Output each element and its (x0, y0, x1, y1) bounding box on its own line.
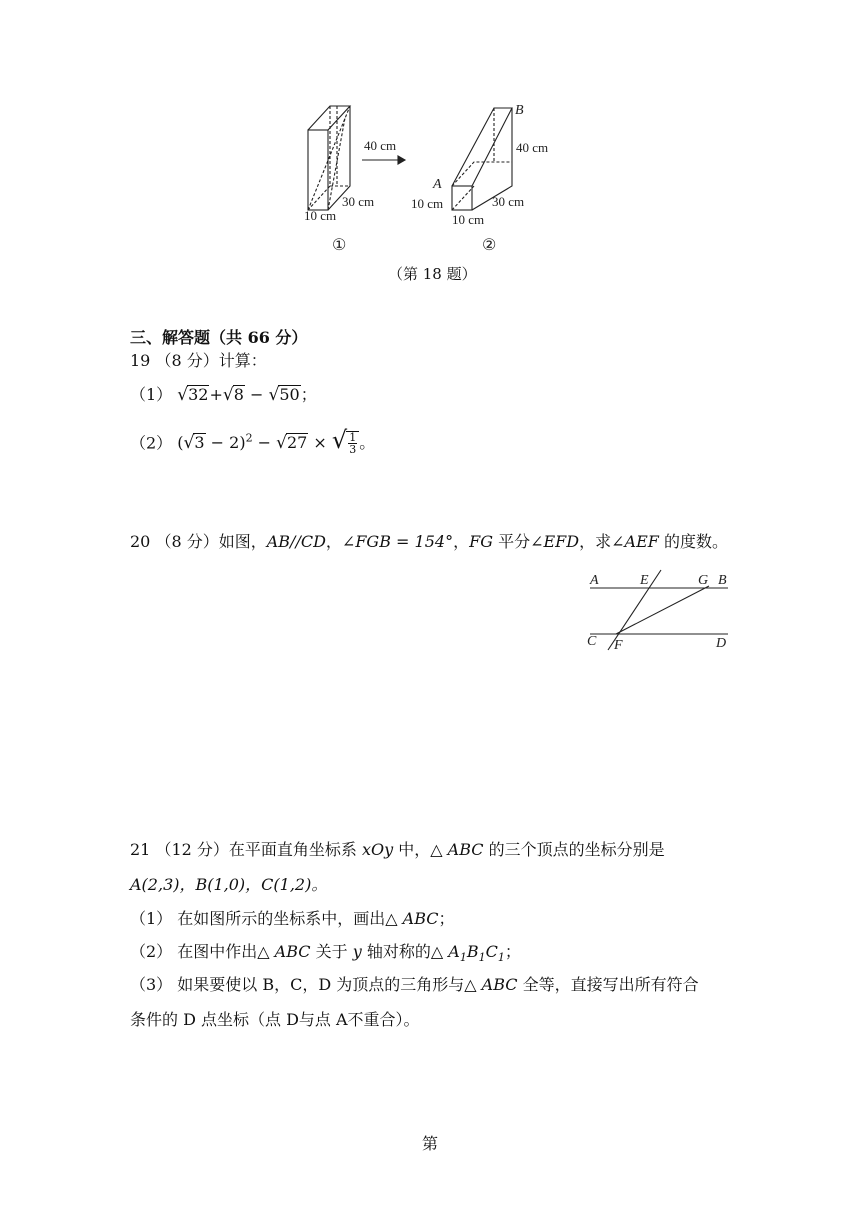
triangle: △ ABC (257, 942, 311, 961)
math-expression: √32+√8 − √50； (177, 385, 317, 405)
part-label: （2） (130, 942, 173, 961)
question-21-coordinates: A(2,3)，B(1,0)，C(1,2)。 (130, 875, 328, 894)
triangle: △ ABC (430, 840, 484, 859)
question-number: 19 (130, 351, 151, 370)
line-fg (616, 586, 709, 634)
text: 的三个顶点的坐标分别是 (483, 840, 665, 859)
section-heading: 三、解答题（共 66 分） (130, 328, 308, 347)
math-expression: $(√3 - 2)^2 - √27$ × √ $\frac{1}{3}$ 。 (177, 426, 376, 457)
question-21-part-1 (130, 908, 455, 930)
question-number: 20 (130, 532, 151, 551)
label-c: C (587, 634, 597, 649)
question-20 (130, 531, 728, 553)
comma: ， (453, 532, 470, 551)
text: 如果要使以 B，C，D 为顶点的三角形与 (172, 975, 465, 994)
label-e: E (640, 573, 649, 588)
comma: ， (325, 532, 342, 551)
fig2-height-label: 40 cm (516, 140, 549, 155)
text: 在如图所示的坐标系中，画出 (172, 909, 386, 928)
reflected-triangle: △ $A_1B_1C_1$ (430, 942, 505, 965)
label-g: G (698, 573, 709, 588)
fig2-point-a-label: A (433, 177, 442, 192)
part-label: （1） (130, 385, 173, 404)
angle-fgb: ∠FGB = 154° (341, 532, 454, 551)
fig2-depth-label: 30 cm (492, 194, 525, 209)
text: 轴对称的 (361, 942, 431, 961)
label-f: F (614, 638, 623, 653)
parallel-expr: AB//CD (266, 532, 326, 551)
text: ； (504, 942, 521, 961)
text: 在图中作出 (172, 942, 258, 961)
text: 的度数。 (658, 532, 728, 551)
figure-18-caption: （第 18 题） (388, 265, 477, 283)
fig1-number-label: ① (332, 237, 347, 254)
figure-20-diagram (582, 568, 742, 658)
fig1-height-label: 40 cm (364, 138, 397, 153)
label-b: B (718, 573, 727, 588)
question-21-part-3-line-2: 条件的 D 点坐标（点 D与点 A不重合）。 (130, 1010, 420, 1029)
part-label: （2） (130, 433, 173, 453)
question-21-line-1 (130, 839, 665, 861)
part-label: （1） (130, 909, 173, 928)
text: ； (438, 909, 455, 928)
question-19-part-2 (130, 428, 375, 455)
question-points: （8 分）计算： (155, 351, 267, 370)
question-21-part-3 (130, 974, 699, 996)
question-points: （12 分）在平面直角坐标系 (155, 840, 362, 859)
fig1-width-label: 10 cm (304, 208, 337, 223)
text: ，求 (579, 532, 612, 551)
question-points: （8 分）如图， (155, 532, 267, 551)
text: 中， (393, 840, 431, 859)
axis-y: y (352, 942, 362, 961)
fig2-side-label: 10 cm (411, 196, 444, 211)
fig2-number-label: ② (482, 237, 497, 254)
triangle: △ ABC (385, 909, 439, 928)
fig1-depth-label: 30 cm (342, 194, 375, 209)
text: 全等，直接写出所有符合 (517, 975, 699, 994)
page-footer: 第 (422, 1134, 439, 1153)
label-a: A (590, 573, 599, 588)
question-19 (130, 350, 267, 372)
part-label: （3） (130, 975, 173, 994)
question-21-part-2 (130, 941, 521, 969)
arrow-icon (362, 156, 405, 164)
coord-system: xOy (362, 840, 394, 859)
question-number: 21 (130, 840, 151, 859)
text: 关于 (310, 942, 353, 961)
figure-18-diagram (290, 98, 570, 258)
question-19-part-1 (130, 384, 317, 406)
fig2-point-b-label: B (515, 103, 524, 118)
segment-fg: FG (469, 532, 493, 551)
text: 平分 (493, 532, 531, 551)
angle-aef: ∠AEF (611, 532, 659, 551)
angle-efd: ∠EFD (530, 532, 580, 551)
label-d: D (716, 636, 727, 651)
fig2-width-label: 10 cm (452, 212, 485, 227)
triangle: △ ABC (464, 975, 518, 994)
